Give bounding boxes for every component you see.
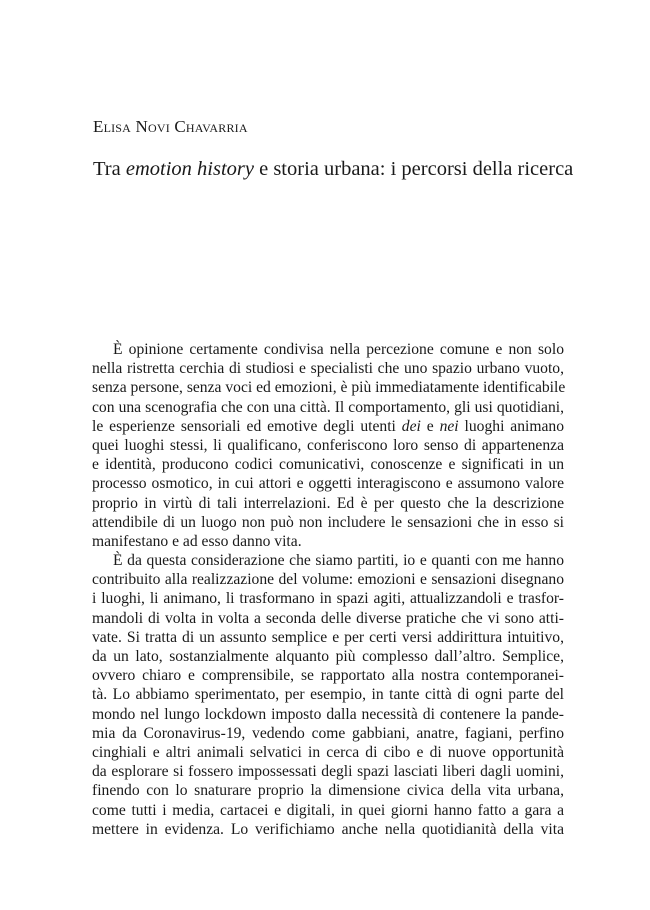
paragraph-2-line: È da questa considerazione che siamo partiti, io e quanti con me hanno bbox=[113, 552, 564, 570]
paragraph-1-line: senza persone, senza voci ed emozioni, è più immediatamente identificabile bbox=[92, 379, 566, 397]
line-segment: luoghi animano bbox=[458, 417, 564, 435]
paragraph-2-line: finendo con lo snaturare proprio la dimensione civica della vita urbana, bbox=[92, 782, 564, 800]
paragraph-2-line: mondo nel lungo lockdown imposto dalla necessità di contenere la pande- bbox=[92, 705, 564, 723]
paragraph-2-line: come tutti i media, cartacei e digitali, in quei giorni hanno fatto a gara a bbox=[92, 801, 564, 819]
paragraph-1-line: nella ristretta cerchia di studiosi e specialisti che uno spazio urbano vuoto, bbox=[92, 360, 564, 378]
line-segment: e bbox=[420, 417, 440, 435]
paragraph-2-line: cinghiali e altri animali selvatici in cerca di cibo e di nuove opportunità bbox=[92, 743, 564, 761]
paragraph-1-line-with-italics bbox=[92, 417, 564, 436]
paragraph-1-line: processo osmotico, in cui attori e oggetti interagiscono e assumono valore bbox=[92, 475, 564, 493]
title-text-start: Tra bbox=[93, 158, 126, 180]
line-segment: le esperienze sensoriali ed emotive degli utenti bbox=[92, 417, 402, 435]
paragraph-2-line: tà. Lo abbiamo sperimentato, per esempio, in tante città di ogni parte del bbox=[92, 686, 564, 704]
paragraph-2-line: da un lato, sostanzialmente alquanto più complesso dall’altro. Semplice, bbox=[92, 648, 564, 665]
paragraph-1-line: quei luoghi stessi, li qualificano, conferiscono loro senso di appartenenza bbox=[92, 436, 564, 454]
paragraph-1-line: proprio in virtù di tali interrelazioni. Ed è per questo che la descrizione bbox=[92, 494, 564, 512]
paragraph-2-line: da esplorare si fossero impossessati degli spazi lasciati liberi dagli uomini, bbox=[92, 763, 564, 781]
paragraph-2-line: ovvero chiaro e comprensibile, se rapportato alla nostra contemporanei- bbox=[92, 667, 564, 685]
paragraph-2-line: mandoli di volta in volta a seconda delle diverse pratiche che vi sono atti- bbox=[92, 609, 564, 627]
paragraph-1-line: e identità, producono codici comunicativi, conoscenze e significati in un bbox=[92, 456, 564, 474]
paragraph-1-line: attendibile di un luogo non può non includere le sensazioni che in esso si bbox=[92, 513, 564, 531]
title-italic-term: emotion history bbox=[125, 158, 254, 180]
paragraph-2-line: contribuito alla realizzazione del volume: emozioni e sensazioni disegnano bbox=[92, 571, 564, 589]
paragraph-2-line: vate. Si tratta di un assunto semplice e per certi versi addirittura intuitivo, bbox=[92, 628, 564, 646]
paragraph-1-line: con una scenografia che con una città. Il comportamento, gli usi quotidiani, bbox=[92, 398, 564, 416]
chapter-title bbox=[93, 158, 573, 181]
paragraph-1-line: È opinione certamente condivisa nella percezione comune e non solo bbox=[113, 341, 564, 358]
author-name: Elisa Novi Chavarria bbox=[93, 117, 248, 136]
paragraph-2-line: i luoghi, li animano, li trasformano in spazi agiti, attualizzandoli e trasfor- bbox=[92, 590, 564, 608]
title-text-end: e storia urbana: i percorsi della ricerca bbox=[253, 158, 574, 180]
paragraph-2-line: mia da Coronavirus-19, vedendo come gabbiani, anatre, fagiani, perfino bbox=[92, 724, 564, 742]
body-text bbox=[92, 340, 564, 839]
italic-word-dei: dei bbox=[401, 417, 421, 435]
paragraph-2-line: mettere in evidenza. Lo verifichiamo anche nella quotidianità della vita bbox=[92, 820, 564, 838]
paragraph-1-line: manifestano e ad esso danno vita. bbox=[92, 532, 302, 550]
italic-word-nei: nei bbox=[439, 417, 459, 435]
